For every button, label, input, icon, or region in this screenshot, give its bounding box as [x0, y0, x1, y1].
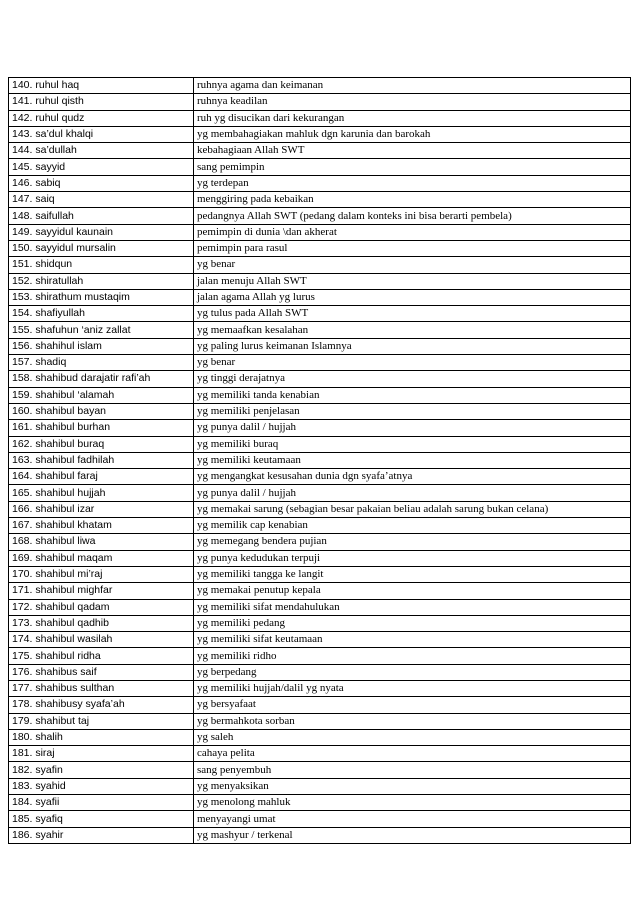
meaning-cell: yg memiliki ridho — [194, 648, 631, 664]
table-row — [9, 110, 631, 126]
table-row — [9, 550, 631, 566]
meaning-cell: yg memakai penutup kepala — [194, 583, 631, 599]
meaning-cell: yg memiliki pedang — [194, 615, 631, 631]
meaning-cell: yg membahagiakan mahluk dgn karunia dan barokah — [194, 126, 631, 142]
name-cell: 150. sayyidul mursalin — [9, 240, 194, 256]
meaning-cell: yg mengangkat kesusahan dunia dgn syafa’atnya — [194, 469, 631, 485]
meaning-cell: yg memiliki sifat mendahulukan — [194, 599, 631, 615]
name-cell: 174. shahibul wasilah — [9, 632, 194, 648]
name-cell: 158. shahibud darajatir rafi’ah — [9, 371, 194, 387]
table-row — [9, 680, 631, 696]
name-cell: 165. shahibul hujjah — [9, 485, 194, 501]
meaning-cell: yg berpedang — [194, 664, 631, 680]
name-cell: 162. shahibul buraq — [9, 436, 194, 452]
table-row — [9, 143, 631, 159]
table-row — [9, 94, 631, 110]
meaning-cell: sang pemimpin — [194, 159, 631, 175]
meaning-cell: yg tulus pada Allah SWT — [194, 306, 631, 322]
name-cell: 146. sabiq — [9, 175, 194, 191]
table-row — [9, 534, 631, 550]
table-row — [9, 403, 631, 419]
meaning-cell: yg memiliki sifat keutamaan — [194, 632, 631, 648]
table-row — [9, 795, 631, 811]
meaning-cell: jalan menuju Allah SWT — [194, 273, 631, 289]
name-cell: 169. shahibul maqam — [9, 550, 194, 566]
table-row — [9, 420, 631, 436]
meaning-cell: yg memiliki penjelasan — [194, 403, 631, 419]
name-cell: 164. shahibul faraj — [9, 469, 194, 485]
name-cell: 176. shahibus saif — [9, 664, 194, 680]
table-row — [9, 322, 631, 338]
meaning-cell: yg memiliki keutamaan — [194, 452, 631, 468]
meaning-cell: yg bersyafaat — [194, 697, 631, 713]
meaning-cell: yg memiliki tanda kenabian — [194, 387, 631, 403]
table-row — [9, 306, 631, 322]
meaning-cell: yg memilik cap kenabian — [194, 518, 631, 534]
table-row — [9, 289, 631, 305]
table-row — [9, 126, 631, 142]
name-cell: 179. shahibut taj — [9, 713, 194, 729]
table-row — [9, 697, 631, 713]
meaning-cell: yg menyaksikan — [194, 778, 631, 794]
meaning-cell: yg memegang bendera pujian — [194, 534, 631, 550]
meaning-cell: yg tinggi derajatnya — [194, 371, 631, 387]
name-cell: 166. shahibul izar — [9, 501, 194, 517]
table-row — [9, 371, 631, 387]
table-row — [9, 240, 631, 256]
table-row — [9, 192, 631, 208]
name-cell: 178. shahibusy syafa’ah — [9, 697, 194, 713]
table-row — [9, 469, 631, 485]
name-cell: 159. shahibul ‘alamah — [9, 387, 194, 403]
table-row — [9, 452, 631, 468]
name-cell: 173. shahibul qadhib — [9, 615, 194, 631]
meaning-cell: yg memiliki hujjah/dalil yg nyata — [194, 680, 631, 696]
meaning-cell: yg mashyur / terkenal — [194, 827, 631, 843]
name-cell: 151. shidqun — [9, 257, 194, 273]
meaning-cell: yg benar — [194, 355, 631, 371]
name-cell: 153. shirathum mustaqim — [9, 289, 194, 305]
name-cell: 170. shahibul mi’raj — [9, 566, 194, 582]
name-cell: 156. shahihul islam — [9, 338, 194, 354]
meaning-cell: yg paling lurus keimanan Islamnya — [194, 338, 631, 354]
name-cell: 147. saiq — [9, 192, 194, 208]
meaning-cell: jalan agama Allah yg lurus — [194, 289, 631, 305]
table-row — [9, 518, 631, 534]
meaning-cell: cahaya pelita — [194, 746, 631, 762]
name-cell: 141. ruhul qisth — [9, 94, 194, 110]
meaning-cell: kebahagiaan Allah SWT — [194, 143, 631, 159]
table-row — [9, 78, 631, 94]
meaning-cell: ruhnya agama dan keimanan — [194, 78, 631, 94]
meaning-cell: yg benar — [194, 257, 631, 273]
table-row — [9, 729, 631, 745]
meaning-cell: yg memakai sarung (sebagian besar pakaian beliau adalah sarung bukan celana) — [194, 501, 631, 517]
name-cell: 185. syafiq — [9, 811, 194, 827]
meaning-cell: ruh yg disucikan dari kekurangan — [194, 110, 631, 126]
meaning-cell: yg memaafkan kesalahan — [194, 322, 631, 338]
name-cell: 177. shahibus sulthan — [9, 680, 194, 696]
name-cell: 163. shahibul fadhilah — [9, 452, 194, 468]
meaning-cell: menyayangi umat — [194, 811, 631, 827]
name-cell: 145. sayyid — [9, 159, 194, 175]
name-cell: 175. shahibul ridha — [9, 648, 194, 664]
name-cell: 184. syafii — [9, 795, 194, 811]
table-row — [9, 501, 631, 517]
name-cell: 155. shafuhun ‘aniz zallat — [9, 322, 194, 338]
name-cell: 144. sa’dullah — [9, 143, 194, 159]
meaning-cell: ruhnya keadilan — [194, 94, 631, 110]
meaning-cell: yg punya dalil / hujjah — [194, 485, 631, 501]
meaning-cell: pedangnya Allah SWT (pedang dalam konteks ini bisa berarti pembela) — [194, 208, 631, 224]
name-cell: 182. syafin — [9, 762, 194, 778]
name-cell: 140. ruhul haq — [9, 78, 194, 94]
meaning-cell: yg memiliki buraq — [194, 436, 631, 452]
table-row — [9, 827, 631, 843]
meaning-cell: yg menolong mahluk — [194, 795, 631, 811]
table-row — [9, 224, 631, 240]
name-cell: 157. shadiq — [9, 355, 194, 371]
name-cell: 181. siraj — [9, 746, 194, 762]
name-cell: 142. ruhul qudz — [9, 110, 194, 126]
name-cell: 180. shalih — [9, 729, 194, 745]
meaning-cell: pemimpin di dunia \dan akherat — [194, 224, 631, 240]
name-cell: 168. shahibul liwa — [9, 534, 194, 550]
table-body — [9, 78, 631, 844]
name-cell: 154. shafiyullah — [9, 306, 194, 322]
meaning-cell: yg bermahkota sorban — [194, 713, 631, 729]
table-row — [9, 257, 631, 273]
table-row — [9, 387, 631, 403]
table-row — [9, 615, 631, 631]
meaning-cell: pemimpin para rasul — [194, 240, 631, 256]
table-row — [9, 811, 631, 827]
table-row — [9, 159, 631, 175]
meaning-cell: yg memiliki tangga ke langit — [194, 566, 631, 582]
name-cell: 161. shahibul burhan — [9, 420, 194, 436]
table-row — [9, 762, 631, 778]
table-row — [9, 485, 631, 501]
name-cell: 152. shiratullah — [9, 273, 194, 289]
name-cell: 160. shahibul bayan — [9, 403, 194, 419]
table-row — [9, 355, 631, 371]
table-row — [9, 632, 631, 648]
meaning-cell: yg terdepan — [194, 175, 631, 191]
table-row — [9, 778, 631, 794]
meaning-cell: yg punya kedudukan terpuji — [194, 550, 631, 566]
name-cell: 149. sayyidul kaunain — [9, 224, 194, 240]
table-row — [9, 746, 631, 762]
name-cell: 143. sa’dul khalqi — [9, 126, 194, 142]
table-row — [9, 648, 631, 664]
table-row — [9, 664, 631, 680]
name-cell: 148. saifullah — [9, 208, 194, 224]
table-row — [9, 273, 631, 289]
name-cell: 183. syahid — [9, 778, 194, 794]
meaning-cell: yg punya dalil / hujjah — [194, 420, 631, 436]
name-cell: 186. syahir — [9, 827, 194, 843]
name-cell: 172. shahibul qadam — [9, 599, 194, 615]
table-row — [9, 175, 631, 191]
name-cell: 167. shahibul khatam — [9, 518, 194, 534]
table-row — [9, 208, 631, 224]
table-row — [9, 566, 631, 582]
table-row — [9, 436, 631, 452]
names-table — [8, 77, 631, 844]
meaning-cell: sang penyembuh — [194, 762, 631, 778]
meaning-cell: yg saleh — [194, 729, 631, 745]
meaning-cell: menggiring pada kebaikan — [194, 192, 631, 208]
table-row — [9, 583, 631, 599]
table-row — [9, 338, 631, 354]
table-row — [9, 713, 631, 729]
name-cell: 171. shahibul mighfar — [9, 583, 194, 599]
table-row — [9, 599, 631, 615]
